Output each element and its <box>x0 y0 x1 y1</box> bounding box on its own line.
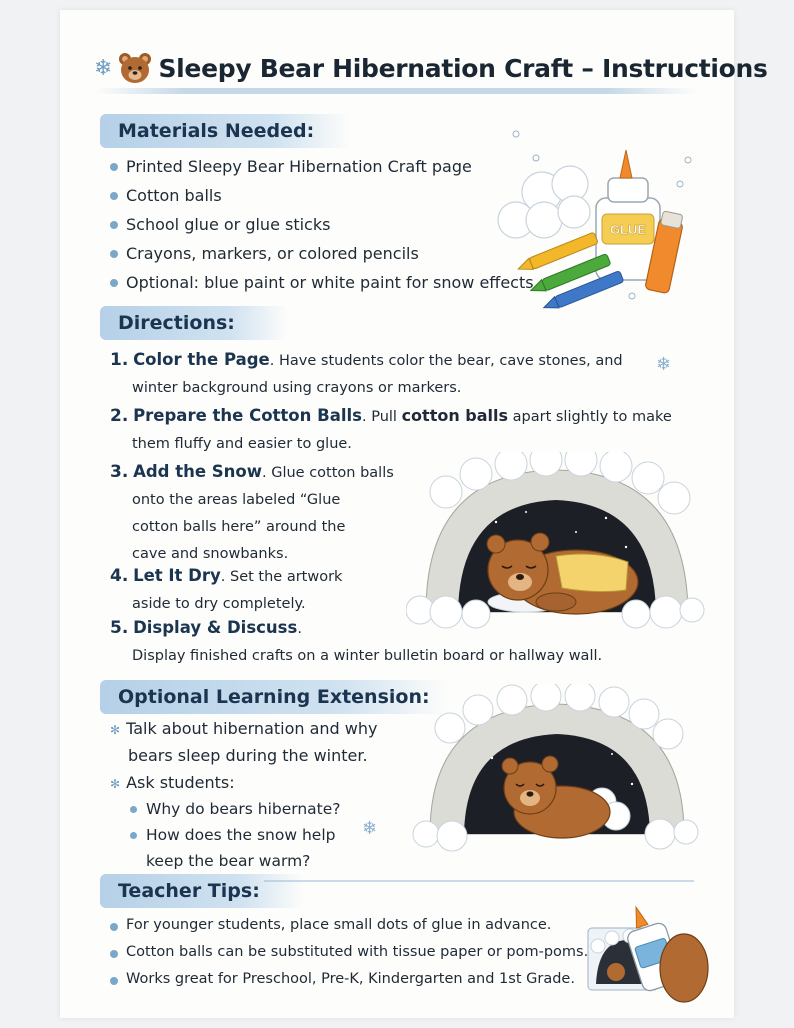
tips-heading: Teacher Tips: <box>100 874 304 908</box>
snowflake-bullet-icon: ✻ <box>110 777 121 791</box>
list-item: For younger students, place small dots of glue in advance. <box>110 912 588 939</box>
page-title: Sleepy Bear Hibernation Craft – Instructions <box>158 53 768 83</box>
list-item: Crayons, markers, or colored pencils <box>110 239 534 268</box>
snowflake-bullet-icon: ✻ <box>110 723 121 737</box>
sleeping-bear-cave-illustration <box>406 452 706 632</box>
list-item: Why do bears hibernate? <box>130 796 341 822</box>
step-3: 3. Add the Snow. Glue cotton balls onto the areas labeled “Glue cotton balls here” around the cave and snowbanks. <box>110 462 394 562</box>
title-row <box>94 48 768 88</box>
step-2: 2. Prepare the Cotton Balls. Pull cotton balls apart slightly to make them fluffy and easier to glue. <box>110 406 672 452</box>
materials-list <box>110 152 534 297</box>
tips-rule <box>264 880 694 882</box>
craft-supplies-illustration <box>492 120 702 310</box>
tips-list <box>110 912 588 993</box>
snowflake-icon: ❄ <box>656 354 672 375</box>
extension-item-2: ✻ Ask students: <box>110 773 235 792</box>
list-item-continuation: keep the bear warm? <box>146 852 311 870</box>
hand-glue-illustration <box>582 898 712 1008</box>
snowflake-icon: ❄ <box>362 818 378 839</box>
list-item: Optional: blue paint or white paint for snow effects <box>110 268 534 297</box>
list-item: School glue or glue sticks <box>110 210 534 239</box>
title-underline <box>96 88 696 94</box>
extension-heading: Optional Learning Extension: <box>100 680 448 714</box>
step-5: 5. Display & Discuss. Display finished crafts on a winter bulletin board or hallway wall. <box>110 618 603 664</box>
glue-label: GLUE <box>609 222 647 237</box>
list-item: Printed Sleepy Bear Hibernation Craft page <box>110 152 534 181</box>
list-item: How does the snow help <box>130 822 341 848</box>
step-4: 4. Let It Dry. Set the artwork aside to dry completely. <box>110 566 343 612</box>
step-1: 1. Color the Page. Have students color the bear, cave stones, and winter background using crayons or markers. <box>110 350 623 396</box>
list-item: Cotton balls can be substituted with tissue paper or pom-poms. <box>110 939 588 966</box>
directions-heading: Directions: <box>100 306 288 340</box>
list-item: Works great for Preschool, Pre-K, Kindergarten and 1st Grade. <box>110 966 588 993</box>
materials-heading: Materials Needed: <box>100 114 350 148</box>
extension-item-1: ✻ Talk about hibernation and why bears sleep during the winter. <box>110 719 378 765</box>
snowflake-icon: ❄ <box>94 55 113 81</box>
bear-in-cave-illustration <box>412 684 702 854</box>
bear-face-icon <box>118 52 152 84</box>
list-item: Cotton balls <box>110 181 534 210</box>
question-list <box>130 796 341 874</box>
